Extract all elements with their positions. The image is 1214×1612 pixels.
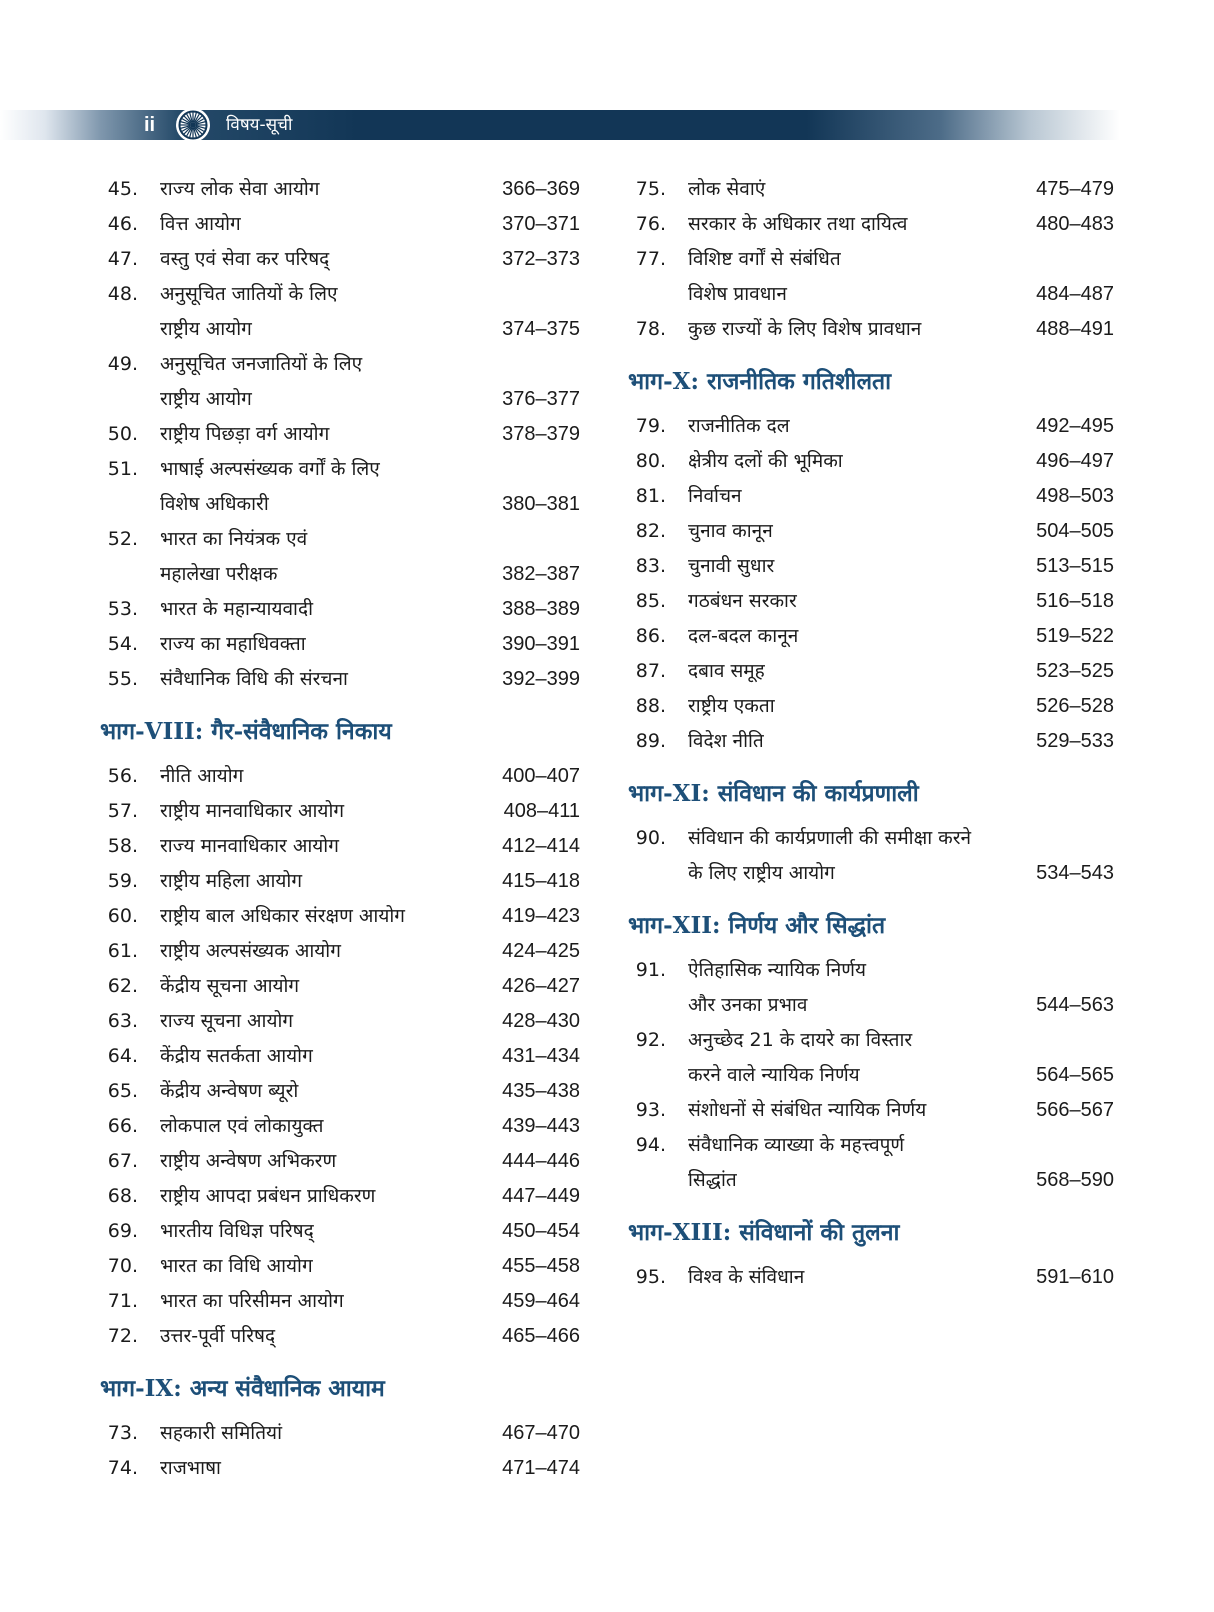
toc-entry-title: राष्ट्रीय बाल अधिकार संरक्षण आयोग <box>160 905 405 927</box>
toc-entry-line <box>628 856 1114 891</box>
toc-entry-number: 50. <box>107 423 138 445</box>
toc-entry-title: दल-बदल कानून <box>688 625 799 647</box>
toc-entry-number: 82. <box>635 520 666 542</box>
toc-entry-number: 74. <box>107 1457 138 1479</box>
toc-entry-page-range: 415–418 <box>502 870 580 892</box>
toc-entry-number: 92. <box>635 1029 666 1051</box>
toc-entry-page-range: 516–518 <box>1036 590 1114 612</box>
toc-entry <box>628 409 1114 444</box>
toc-entry-number: 64. <box>107 1045 138 1067</box>
toc-entry <box>100 794 580 829</box>
toc-entry-page-range: 492–495 <box>1036 415 1114 437</box>
toc-entry-group <box>100 759 580 1354</box>
toc-entry-page-range: 459–464 <box>502 1290 580 1312</box>
toc-entry <box>100 1284 580 1319</box>
toc-entry-page-range: 471–474 <box>502 1457 580 1479</box>
toc-entry-title: गठबंधन सरकार <box>688 590 797 612</box>
toc-entry-group <box>628 172 1114 347</box>
toc-entry-title: सहकारी समितियां <box>160 1422 282 1444</box>
toc-entry-line <box>628 514 1114 549</box>
toc-entry-line <box>100 172 580 207</box>
toc-entry <box>628 953 1114 1023</box>
toc-entry-line <box>628 409 1114 444</box>
toc-entry <box>100 277 580 347</box>
toc-entry-page-range: 526–528 <box>1036 695 1114 717</box>
toc-entry-number: 59. <box>107 870 138 892</box>
toc-entry <box>100 969 580 1004</box>
toc-entry-number: 47. <box>107 248 138 270</box>
toc-entry <box>628 724 1114 759</box>
ashoka-chakra-icon <box>175 107 211 143</box>
toc-entry-number: 88. <box>635 695 666 717</box>
toc-entry-title: केंद्रीय सतर्कता आयोग <box>160 1045 313 1067</box>
toc-entry-line <box>100 934 580 969</box>
toc-entry <box>100 1249 580 1284</box>
toc-entry-title: राष्ट्रीय आयोग <box>160 388 252 410</box>
toc-entry-group <box>628 1260 1114 1295</box>
running-header-band <box>0 110 1120 140</box>
toc-entry-page-range: 390–391 <box>502 633 580 655</box>
toc-entry <box>100 1319 580 1354</box>
toc-entry-line <box>628 1260 1114 1295</box>
toc-entry-title: राष्ट्रीय आपदा प्रबंधन प्राधिकरण <box>160 1185 376 1207</box>
toc-entry-title: करने वाले न्यायिक निर्णय <box>688 1064 860 1086</box>
toc-entry-title: अनुच्छेद 21 के दायरे का विस्तार <box>688 1029 913 1051</box>
toc-entry-line <box>100 864 580 899</box>
toc-entry <box>628 654 1114 689</box>
toc-entry <box>100 347 580 417</box>
toc-entry-page-range: 480–483 <box>1036 213 1114 235</box>
toc-entry-page-range: 488–491 <box>1036 318 1114 340</box>
toc-entry-line <box>628 1023 1114 1058</box>
toc-entry-title: राज्य लोक सेवा आयोग <box>160 178 320 200</box>
toc-entry-number: 55. <box>107 668 138 690</box>
part-heading-x: भाग-X: राजनीतिक गतिशीलता <box>628 368 892 395</box>
toc-entry <box>628 1093 1114 1128</box>
toc-entry-number: 72. <box>107 1325 138 1347</box>
toc-entry-group <box>628 409 1114 759</box>
toc-entry-number: 54. <box>107 633 138 655</box>
toc-entry-page-range: 465–466 <box>502 1325 580 1347</box>
toc-entry-page-range: 378–379 <box>502 423 580 445</box>
toc-entry <box>100 1039 580 1074</box>
toc-entry-title: राष्ट्रीय अल्पसंख्यक आयोग <box>160 940 341 962</box>
toc-entry-title: राज्य मानवाधिकार आयोग <box>160 835 339 857</box>
toc-entry-title: राष्ट्रीय मानवाधिकार आयोग <box>160 800 345 822</box>
toc-entry <box>628 312 1114 347</box>
page-number: ii <box>144 114 156 136</box>
toc-entry-line <box>100 1214 580 1249</box>
toc-entry-line <box>100 242 580 277</box>
toc-entry-line <box>100 627 580 662</box>
toc-entry-number: 65. <box>107 1080 138 1102</box>
toc-entry-number: 63. <box>107 1010 138 1032</box>
toc-entry-number: 45. <box>107 178 138 200</box>
toc-entry-page-range: 484–487 <box>1036 283 1114 305</box>
toc-entry <box>100 759 580 794</box>
toc-entry-title: संविधान की कार्यप्रणाली की समीक्षा करने <box>688 827 972 849</box>
toc-entry <box>100 172 580 207</box>
toc-entry-title: राष्ट्रीय पिछड़ा वर्ग आयोग <box>160 423 330 445</box>
toc-entry-line <box>628 821 1114 856</box>
toc-entry-line <box>100 1451 580 1486</box>
toc-entry-group <box>100 1416 580 1486</box>
toc-entry-page-range: 435–438 <box>502 1080 580 1102</box>
toc-entry-title: राज्य का महाधिवक्ता <box>160 633 306 655</box>
toc-entry-page-range: 591–610 <box>1036 1266 1114 1288</box>
toc-entry-number: 62. <box>107 975 138 997</box>
toc-entry-page-range: 424–425 <box>502 940 580 962</box>
toc-entry-line <box>100 1109 580 1144</box>
toc-entry-number: 91. <box>635 959 666 981</box>
toc-entry-page-range: 534–543 <box>1036 862 1114 884</box>
toc-entry-number: 68. <box>107 1185 138 1207</box>
toc-entry-number: 57. <box>107 800 138 822</box>
toc-entry-line <box>100 592 580 627</box>
toc-entry <box>100 934 580 969</box>
toc-entry <box>100 1144 580 1179</box>
toc-entry-title: वस्तु एवं सेवा कर परिषद् <box>160 248 330 270</box>
toc-entry <box>100 207 580 242</box>
toc-entry-line <box>628 172 1114 207</box>
toc-entry-page-range: 447–449 <box>502 1185 580 1207</box>
toc-entry-title: और उनका प्रभाव <box>688 994 808 1016</box>
part-heading-xi: भाग-XI: संविधान की कार्यप्रणाली <box>628 780 919 807</box>
toc-entry-number: 77. <box>635 248 666 270</box>
toc-entry-page-range: 376–377 <box>502 388 580 410</box>
toc-entry-line <box>628 1163 1114 1198</box>
toc-entry-title: वित्त आयोग <box>160 213 241 235</box>
toc-entry <box>100 662 580 697</box>
toc-entry-page-range: 439–443 <box>502 1115 580 1137</box>
toc-entry <box>100 417 580 452</box>
toc-entry-line <box>100 1039 580 1074</box>
toc-entry <box>100 1214 580 1249</box>
toc-entry-line <box>628 242 1114 277</box>
toc-entry-page-range: 431–434 <box>502 1045 580 1067</box>
toc-entry-title: राजनीतिक दल <box>688 415 790 437</box>
toc-entry-title: विशेष अधिकारी <box>160 493 269 515</box>
toc-entry-title: भारत का परिसीमन आयोग <box>160 1290 344 1312</box>
toc-entry-title: ऐतिहासिक न्यायिक निर्णय <box>688 959 867 981</box>
toc-entry-number: 52. <box>107 528 138 550</box>
toc-entry-line <box>628 584 1114 619</box>
toc-entry-title: केंद्रीय सूचना आयोग <box>160 975 300 997</box>
toc-entry-line <box>100 382 580 417</box>
toc-entry-title: राष्ट्रीय महिला आयोग <box>160 870 303 892</box>
toc-entry-title: निर्वाचन <box>688 485 742 507</box>
toc-entry-page-range: 564–565 <box>1036 1064 1114 1086</box>
toc-entry-line <box>628 988 1114 1023</box>
toc-entry-line <box>100 662 580 697</box>
toc-entry-group <box>628 953 1114 1198</box>
toc-entry-line <box>628 1093 1114 1128</box>
toc-entry-number: 93. <box>635 1099 666 1121</box>
toc-entry <box>100 1074 580 1109</box>
toc-entry-number: 60. <box>107 905 138 927</box>
toc-entry-title: विशेष प्रावधान <box>688 283 787 305</box>
toc-entry-page-range: 374–375 <box>502 318 580 340</box>
part-heading-ix: भाग-IX: अन्य संवैधानिक आयाम <box>100 1375 385 1402</box>
toc-entry-number: 69. <box>107 1220 138 1242</box>
toc-entry-line <box>628 689 1114 724</box>
toc-entry-line <box>628 1128 1114 1163</box>
toc-entry-line <box>100 1004 580 1039</box>
toc-entry-number: 67. <box>107 1150 138 1172</box>
toc-entry-title: लोक सेवाएं <box>688 178 766 200</box>
toc-entry-title: भारत का विधि आयोग <box>160 1255 313 1277</box>
toc-entry-title: भाषाई अल्पसंख्यक वर्गों के लिए <box>160 458 380 480</box>
toc-entry <box>100 242 580 277</box>
toc-entry-line <box>100 487 580 522</box>
toc-entry-line <box>100 1144 580 1179</box>
toc-entry-number: 83. <box>635 555 666 577</box>
toc-entry-group <box>628 821 1114 891</box>
toc-entry-page-range: 455–458 <box>502 1255 580 1277</box>
toc-entry-title: महालेखा परीक्षक <box>160 563 278 585</box>
toc-entry-page-range: 370–371 <box>502 213 580 235</box>
toc-entry-number: 79. <box>635 415 666 437</box>
toc-entry-line <box>628 619 1114 654</box>
toc-entry-line <box>628 444 1114 479</box>
toc-entry-line <box>100 347 580 382</box>
toc-entry-page-range: 372–373 <box>502 248 580 270</box>
toc-entry-number: 80. <box>635 450 666 472</box>
toc-entry-page-range: 513–515 <box>1036 555 1114 577</box>
toc-entry-line <box>628 1058 1114 1093</box>
toc-entry-page-range: 428–430 <box>502 1010 580 1032</box>
toc-entry-page-range: 380–381 <box>502 493 580 515</box>
toc-entry-number: 87. <box>635 660 666 682</box>
toc-entry <box>628 821 1114 891</box>
toc-entry-line <box>628 654 1114 689</box>
toc-entry-title: के लिए राष्ट्रीय आयोग <box>688 862 835 884</box>
toc-entry-title: संशोधनों से संबंधित न्यायिक निर्णय <box>688 1099 927 1121</box>
toc-entry <box>628 1260 1114 1295</box>
toc-entry-page-range: 523–525 <box>1036 660 1114 682</box>
toc-entry-page-range: 419–423 <box>502 905 580 927</box>
toc-entry-line <box>100 417 580 452</box>
toc-entry-line <box>100 522 580 557</box>
toc-entry <box>628 207 1114 242</box>
toc-entry <box>100 864 580 899</box>
toc-entry-number: 48. <box>107 283 138 305</box>
toc-entry <box>628 172 1114 207</box>
toc-entry-line <box>628 549 1114 584</box>
toc-entry-title: चुनाव कानून <box>688 520 773 542</box>
toc-entry-number: 70. <box>107 1255 138 1277</box>
toc-entry <box>100 627 580 662</box>
toc-entry-title: सरकार के अधिकार तथा दायित्व <box>688 213 908 235</box>
toc-entry-number: 90. <box>635 827 666 849</box>
part-heading-viii: भाग-VIII: गैर-संवैधानिक निकाय <box>100 718 392 745</box>
toc-entry-title: चुनावी सुधार <box>688 555 775 577</box>
toc-entry-page-range: 498–503 <box>1036 485 1114 507</box>
toc-entry <box>628 619 1114 654</box>
toc-entry-number: 81. <box>635 485 666 507</box>
toc-entry <box>628 584 1114 619</box>
toc-entry-number: 86. <box>635 625 666 647</box>
toc-entry-line <box>628 312 1114 347</box>
toc-entry-line <box>100 759 580 794</box>
toc-entry-line <box>100 1074 580 1109</box>
toc-entry <box>628 689 1114 724</box>
toc-entry-title: नीति आयोग <box>160 765 244 787</box>
toc-entry-page-range: 504–505 <box>1036 520 1114 542</box>
toc-entry <box>628 514 1114 549</box>
toc-entry-page-range: 366–369 <box>502 178 580 200</box>
toc-entry-title: विश्व के संविधान <box>688 1266 805 1288</box>
toc-entry-page-range: 400–407 <box>502 765 580 787</box>
toc-entry <box>100 829 580 864</box>
toc-entry-title: लोकपाल एवं लोकायुक्त <box>160 1115 324 1137</box>
toc-entry-title: राष्ट्रीय अन्वेषण अभिकरण <box>160 1150 337 1172</box>
toc-entry-line <box>100 969 580 1004</box>
toc-entry-line <box>100 1284 580 1319</box>
toc-entry-line <box>100 1319 580 1354</box>
toc-entry-number: 94. <box>635 1134 666 1156</box>
toc-entry <box>100 592 580 627</box>
toc-entry-page-range: 444–446 <box>502 1150 580 1172</box>
toc-entry <box>100 1416 580 1451</box>
toc-entry-page-range: 566–567 <box>1036 1099 1114 1121</box>
toc-entry-line <box>100 312 580 347</box>
toc-entry-number: 95. <box>635 1266 666 1288</box>
toc-entry <box>628 549 1114 584</box>
toc-entry-number: 61. <box>107 940 138 962</box>
toc-entry-line <box>628 953 1114 988</box>
toc-entry-line <box>100 1179 580 1214</box>
toc-entry-title: राष्ट्रीय आयोग <box>160 318 252 340</box>
toc-entry-page-range: 450–454 <box>502 1220 580 1242</box>
toc-entry-line <box>628 724 1114 759</box>
toc-entry-number: 85. <box>635 590 666 612</box>
toc-entry-number: 76. <box>635 213 666 235</box>
toc-entry-page-range: 568–590 <box>1036 1169 1114 1191</box>
part-heading-xii: भाग-XII: निर्णय और सिद्धांत <box>628 912 886 939</box>
toc-entry-title: भारत के महान्यायवादी <box>160 598 313 620</box>
toc-entry-number: 53. <box>107 598 138 620</box>
toc-entry-title: दबाव समूह <box>688 660 765 682</box>
toc-entry <box>100 1179 580 1214</box>
toc-entry-title: विशिष्ट वर्गों से संबंधित <box>688 248 841 270</box>
toc-entry-page-range: 529–533 <box>1036 730 1114 752</box>
toc-entry-title: राजभाषा <box>160 1457 221 1479</box>
toc-entry <box>628 1128 1114 1198</box>
toc-entry-group <box>100 172 580 697</box>
toc-entry-number: 89. <box>635 730 666 752</box>
toc-entry <box>100 899 580 934</box>
toc-entry-title: अनुसूचित जातियों के लिए <box>160 283 338 305</box>
toc-entry <box>628 242 1114 312</box>
toc-entry <box>628 1023 1114 1093</box>
toc-entry <box>100 1451 580 1486</box>
toc-entry-line <box>100 1416 580 1451</box>
toc-entry-page-range: 467–470 <box>502 1422 580 1444</box>
toc-entry-line <box>628 479 1114 514</box>
toc-entry-page-range: 408–411 <box>503 800 580 822</box>
part-heading-xiii: भाग-XIII: संविधानों की तुलना <box>628 1219 900 1246</box>
toc-entry <box>100 1004 580 1039</box>
toc-entry-number: 49. <box>107 353 138 375</box>
toc-left-column <box>100 172 580 1486</box>
toc-entry-number: 66. <box>107 1115 138 1137</box>
toc-entry-line <box>100 557 580 592</box>
toc-entry-line <box>100 829 580 864</box>
toc-entry <box>100 1109 580 1144</box>
toc-entry-title: केंद्रीय अन्वेषण ब्यूरो <box>160 1080 299 1102</box>
toc-entry-number: 51. <box>107 458 138 480</box>
toc-entry-title: सिद्धांत <box>688 1169 737 1191</box>
toc-entry-line <box>100 452 580 487</box>
toc-entry-page-range: 382–387 <box>502 563 580 585</box>
toc-entry <box>628 479 1114 514</box>
toc-entry-page-range: 544–563 <box>1036 994 1114 1016</box>
toc-entry-number: 71. <box>107 1290 138 1312</box>
toc-entry-page-range: 475–479 <box>1036 178 1114 200</box>
toc-entry-line <box>628 277 1114 312</box>
toc-entry-number: 75. <box>635 178 666 200</box>
toc-entry-line <box>628 207 1114 242</box>
toc-entry-number: 56. <box>107 765 138 787</box>
running-section-title: विषय-सूची <box>226 115 293 135</box>
toc-entry-line <box>100 899 580 934</box>
toc-entry-title: भारत का नियंत्रक एवं <box>160 528 308 550</box>
toc-entry-line <box>100 207 580 242</box>
toc-entry <box>100 522 580 592</box>
toc-entry-title: अनुसूचित जनजातियों के लिए <box>160 353 363 375</box>
toc-entry <box>100 452 580 522</box>
toc-entry-title: संवैधानिक विधि की संरचना <box>160 668 348 690</box>
toc-entry-title: राज्य सूचना आयोग <box>160 1010 294 1032</box>
toc-entry-page-range: 496–497 <box>1036 450 1114 472</box>
toc-entry-number: 73. <box>107 1422 138 1444</box>
toc-right-column <box>628 172 1114 1295</box>
toc-entry-line <box>100 794 580 829</box>
toc-entry-page-range: 426–427 <box>502 975 580 997</box>
toc-entry-title: राष्ट्रीय एकता <box>688 695 775 717</box>
toc-entry-number: 58. <box>107 835 138 857</box>
toc-entry-title: कुछ राज्यों के लिए विशेष प्रावधान <box>688 318 922 340</box>
toc-entry-title: विदेश नीति <box>688 730 764 752</box>
toc-entry-title: संवैधानिक व्याख्या के महत्त्वपूर्ण <box>688 1134 905 1156</box>
toc-entry-line <box>100 277 580 312</box>
toc-entry-title: क्षेत्रीय दलों की भूमिका <box>688 450 843 472</box>
toc-entry-page-range: 388–389 <box>502 598 580 620</box>
toc-entry-title: भारतीय विधिज्ञ परिषद् <box>160 1220 314 1242</box>
toc-entry-page-range: 412–414 <box>502 835 580 857</box>
toc-entry-page-range: 519–522 <box>1036 625 1114 647</box>
toc-entry-title: उत्तर-पूर्वी परिषद् <box>160 1325 276 1347</box>
toc-entry-number: 46. <box>107 213 138 235</box>
toc-entry-number: 78. <box>635 318 666 340</box>
toc-entry-line <box>100 1249 580 1284</box>
toc-entry <box>628 444 1114 479</box>
toc-entry-page-range: 392–399 <box>502 668 580 690</box>
